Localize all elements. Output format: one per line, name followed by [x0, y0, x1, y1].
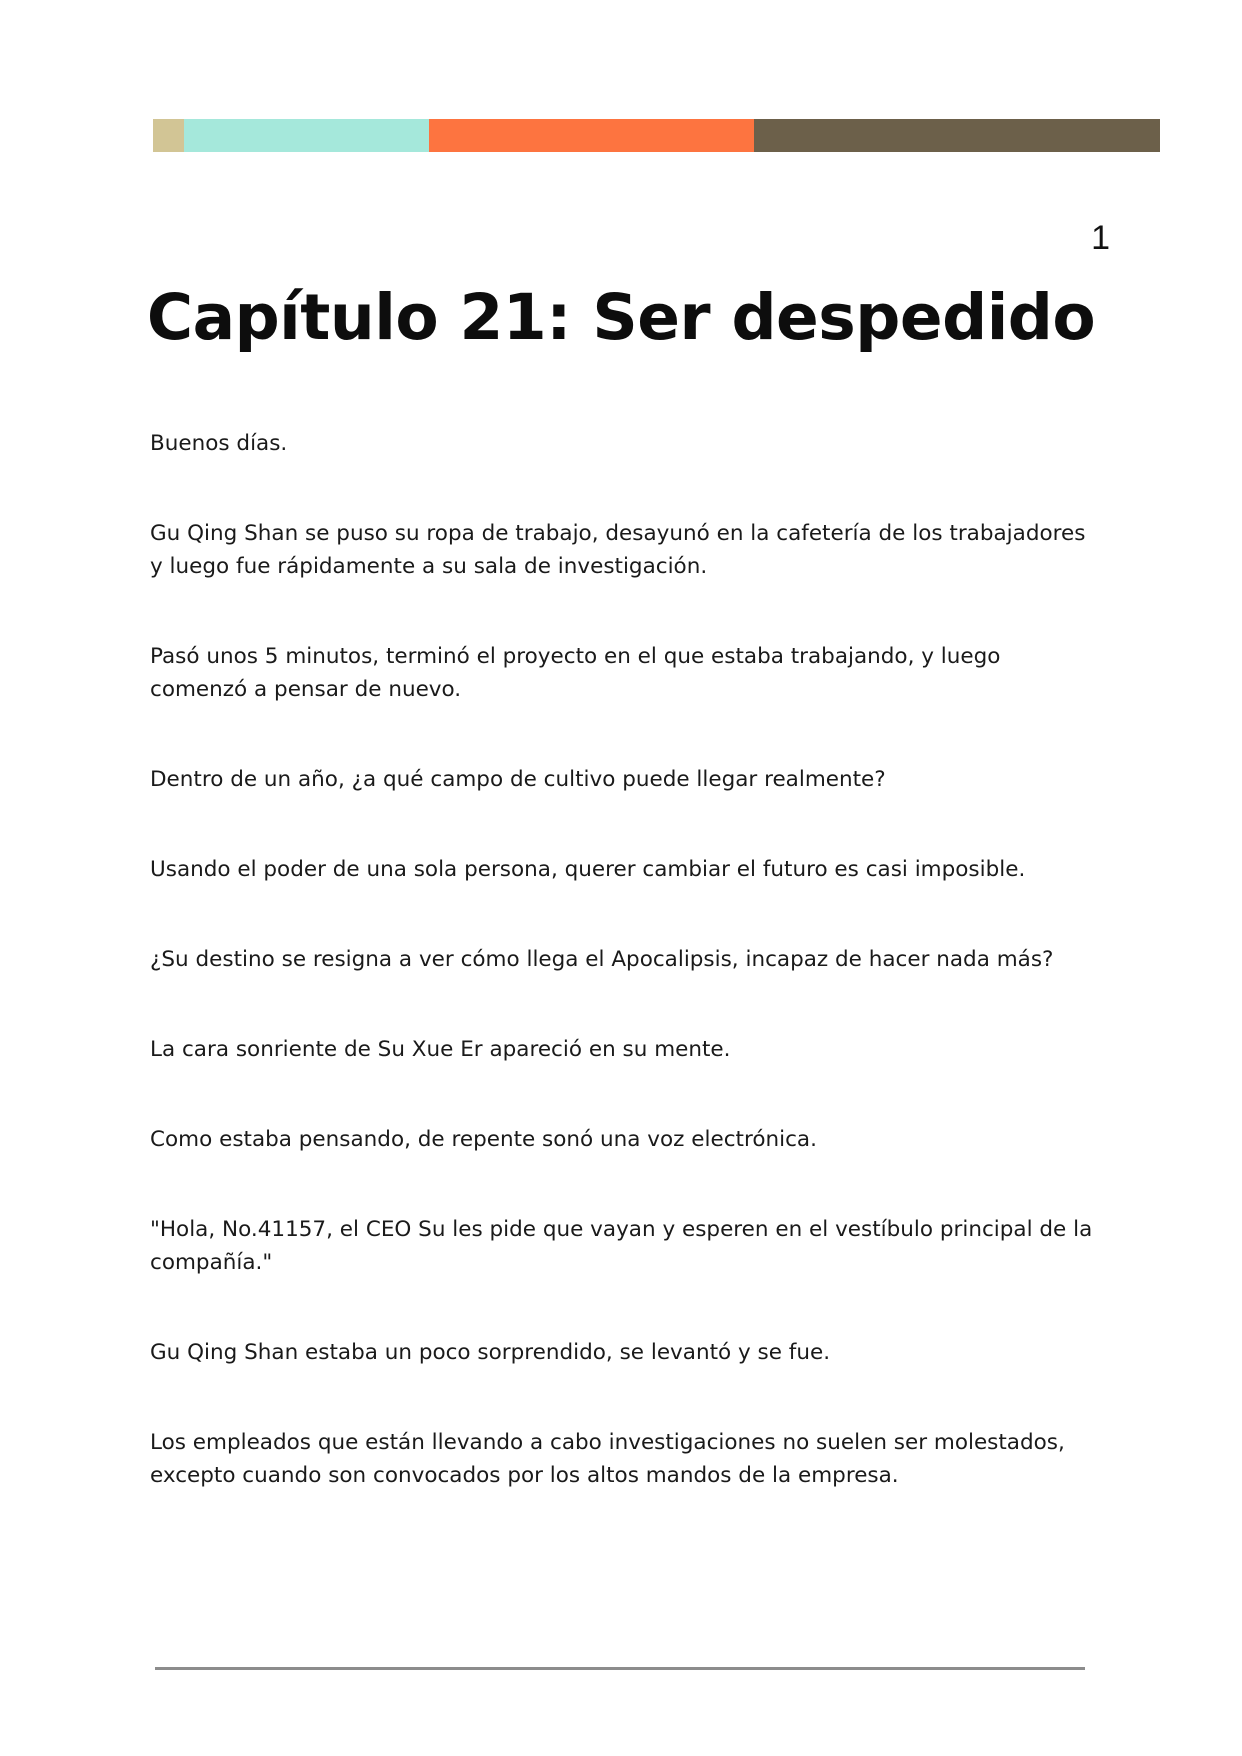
color-bar-segment-mint [184, 119, 429, 152]
color-bar-segment-tan [153, 119, 184, 152]
paragraph: Gu Qing Shan estaba un poco sorprendido, se levantó y se fue. [150, 1340, 831, 1365]
page-number: 1 [1091, 219, 1110, 257]
paragraph: Dentro de un año, ¿a qué campo de cultivo puede llegar realmente? [150, 767, 886, 792]
paragraph: Pasó unos 5 minutos, terminó el proyecto en el que estaba trabajando, y luego comenzó a pensar de nuevo. [150, 644, 1001, 702]
paragraph: "Hola, No.41157, el CEO Su les pide que vayan y esperen en el vestíbulo principal de la compañía." [150, 1217, 1093, 1275]
paragraph: Usando el poder de una sola persona, querer cambiar el futuro es casi imposible. [150, 857, 1026, 882]
header-color-bar [153, 119, 1160, 152]
paragraph: Los empleados que están llevando a cabo investigaciones no suelen ser molestados, excepto cuando son convocados por los altos mandos de la empresa. [150, 1430, 1065, 1488]
color-bar-segment-brown [754, 119, 1160, 152]
chapter-title: Capítulo 21: Ser despedido [146, 281, 1096, 354]
chapter-body [150, 427, 1100, 1549]
paragraph: Gu Qing Shan se puso su ropa de trabajo, desayunó en la cafetería de los trabajadores y luego fue rápidamente a su sala de investigación. [150, 521, 1086, 579]
paragraph: La cara sonriente de Su Xue Er apareció en su mente. [150, 1037, 731, 1062]
color-bar-segment-orange [429, 119, 754, 152]
paragraph: ¿Su destino se resigna a ver cómo llega el Apocalipsis, incapaz de hacer nada más? [150, 947, 1054, 972]
paragraph: Buenos días. [150, 431, 288, 456]
footer-divider [155, 1667, 1085, 1670]
paragraph: Como estaba pensando, de repente sonó una voz electrónica. [150, 1127, 817, 1152]
